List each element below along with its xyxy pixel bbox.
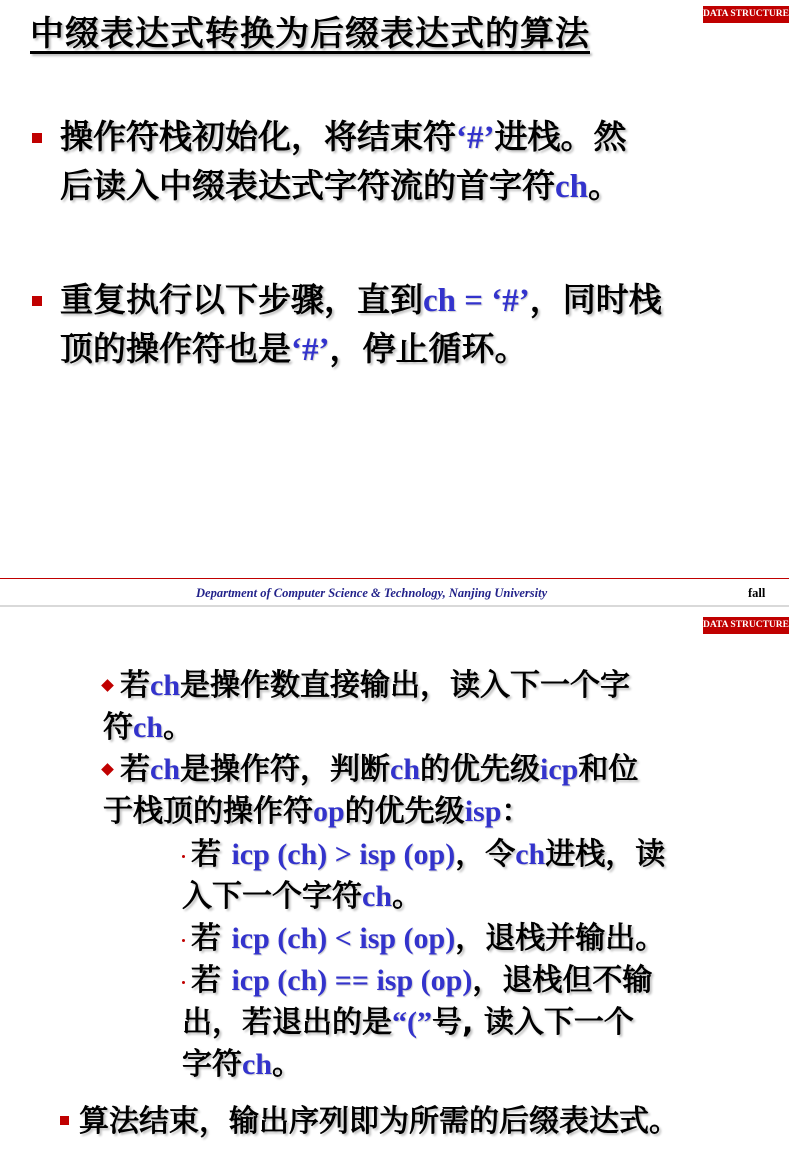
dot-bullet-icon (182, 939, 185, 942)
dot-bullet-icon (182, 855, 185, 858)
item-operator: 若ch是操作符，判断ch的优先级icp和位 于栈顶的操作符op的优先级isp： (103, 752, 639, 829)
slide-2 (0, 607, 789, 1162)
course-tag: DATA STRUCTURE (703, 6, 789, 23)
footer-term: fall (748, 586, 766, 600)
bullet-loop (30, 276, 789, 374)
bullet-line: 顶的操作符也是‘#’，停止循环。 (60, 329, 528, 368)
subitem-greater: 若 icp (ch) > isp (op)，令ch进栈，读 入下一个字符ch。 (182, 837, 666, 914)
bullet-line: 重复执行以下步骤，直到ch = ‘#’，同时栈 (60, 280, 662, 319)
footer-divider (0, 578, 789, 579)
square-bullet-icon (60, 1116, 69, 1125)
dot-bullet-icon (182, 981, 185, 984)
course-tag: DATA STRUCTURE (703, 617, 789, 634)
subitem-equal: 若 icp (ch) == isp (op)，退栈但不输 出，若退出的是“(”号, 读入下一个 字符ch。 (182, 963, 653, 1082)
final-bullet: 算法结束，输出序列即为所需的后缀表达式。 (60, 1101, 679, 1143)
bullet-line: 后读入中缀表达式字符流的首字符ch。 (60, 166, 621, 205)
footer-department: Department of Computer Science & Technology, Nanjing University (196, 586, 548, 600)
item-operand: 若ch是操作数直接输出，读入下一个字 符ch。 (103, 668, 630, 745)
slide-title: 中缀表达式转换为后缀表达式的算法 (30, 14, 590, 54)
bullet-line: 操作符栈初始化，将结束符‘#’进栈。然 (60, 117, 627, 156)
subitem-less: 若 icp (ch) < isp (op)，退栈并输出。 (182, 918, 665, 960)
diamond-bullet-icon (101, 679, 114, 692)
diamond-bullet-icon (101, 763, 114, 776)
bullet-init (30, 113, 789, 211)
